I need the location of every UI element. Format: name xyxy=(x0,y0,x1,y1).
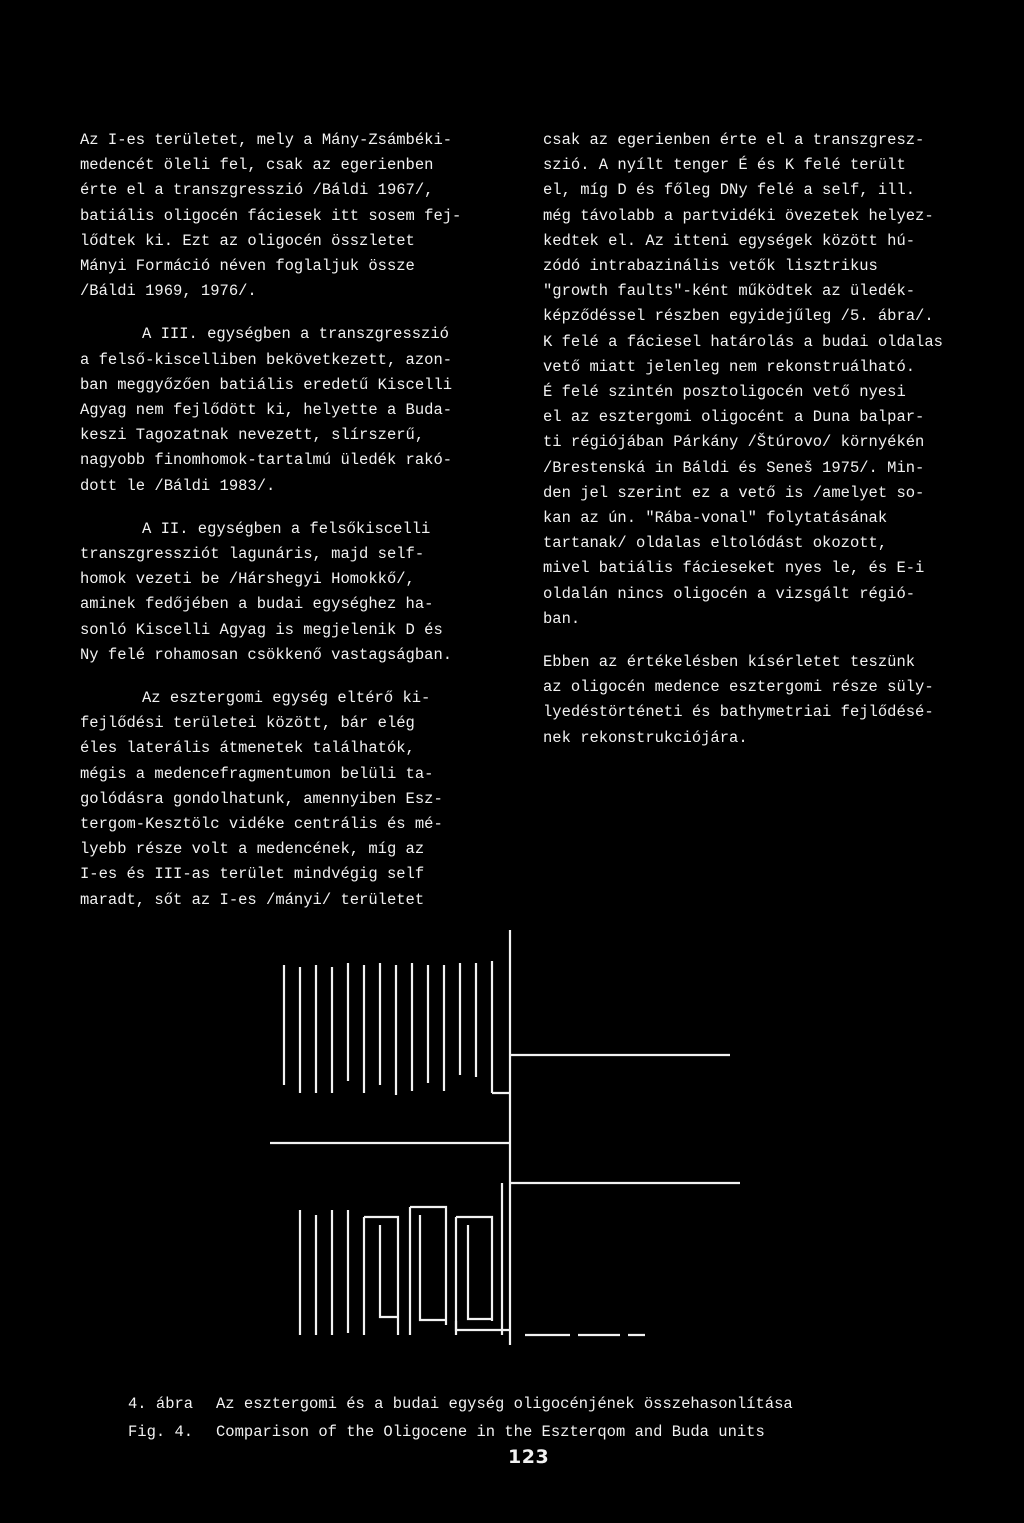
text-line: É felé szintén posztoligocén vető nyesi xyxy=(543,383,906,402)
text-line: dott le /Báldi 1983/. xyxy=(80,476,276,495)
text-line: Agyag nem fejlődött ki, helyette a Buda- xyxy=(80,401,453,420)
text-line: lődtek ki. Ezt az oligocén összletet xyxy=(80,231,415,250)
text-line: Ny felé rohamosan csökkenő vastagságban. xyxy=(80,645,453,664)
text-line: /Báldi 1969, 1976/. xyxy=(80,282,257,301)
text-line: golódásra gondolhatunk, amennyiben Esz- xyxy=(80,789,443,808)
text-line: érte el a transzgresszió /Báldi 1967/, xyxy=(80,181,434,200)
left-text-column xyxy=(80,128,500,931)
text-line: I-es és III-as terület mindvégig self xyxy=(80,865,425,884)
paragraph-3 xyxy=(80,517,500,668)
text-line: Az I-es területet, mely a Mány-Zsámbéki- xyxy=(80,131,453,149)
text-line: szió. A nyílt tenger É és K felé terült xyxy=(543,156,906,175)
text-line: ban meggyőzően batiális eredetű Kiscelli xyxy=(80,375,453,394)
text-line: Az esztergomi egység eltérő ki- xyxy=(142,689,431,708)
right-text-column xyxy=(543,128,983,769)
lower-bracket xyxy=(410,1207,446,1335)
text-line: /Brestenská in Báldi és Seneš 1975/. Min- xyxy=(543,458,925,477)
text-line: mégis a medencefragmentumon belüli ta- xyxy=(80,764,434,783)
text-line: nek rekonstrukciójára. xyxy=(543,728,748,747)
caption-text-en: Comparison of the Oligocene in the Eszterqom and Buda units xyxy=(216,1423,765,1441)
text-line: Mányi Formáció néven foglaljuk össze xyxy=(80,257,415,276)
paragraph-4 xyxy=(80,686,500,913)
text-line: fejlődési területei között, bár elég xyxy=(80,714,415,733)
text-line: zódó intrabazinális vetők lisztrikus xyxy=(543,257,878,276)
text-line: den jel szerint ez a vető is /amelyet so- xyxy=(543,483,925,502)
figure-caption xyxy=(128,1390,793,1446)
text-line: nagyobb finomhomok-tartalmú üledék rakó- xyxy=(80,451,453,470)
text-line: el az esztergomi oligocént a Duna balpar- xyxy=(543,408,925,427)
text-line: mivel batiális fácieseket nyes le, és E-i xyxy=(543,559,925,578)
text-line: lyebb része volt a medencének, míg az xyxy=(80,840,425,859)
text-line: homok vezeti be /Hárshegyi Homokkő/, xyxy=(80,570,415,589)
text-line: aminek fedőjében a budai egységhez ha- xyxy=(80,595,434,614)
caption-text-hu: Az esztergomi és a budai egység oligocénjének összehasonlítása xyxy=(216,1395,793,1413)
text-line: ban. xyxy=(543,609,581,628)
text-line: Ebben az értékelésben kísérletet teszünk xyxy=(543,653,916,672)
text-line: még távolabb a partvidéki övezetek helyez- xyxy=(543,206,934,225)
text-line: vető miatt jelenleg nem rekonstruálható. xyxy=(543,357,916,376)
paragraph-6 xyxy=(543,650,983,751)
text-line: kedtek el. Az itteni egységek között hú- xyxy=(543,231,916,250)
caption-english xyxy=(128,1418,793,1446)
text-line: az oligocén medence esztergomi része süly- xyxy=(543,678,934,697)
text-line: batiális oligocén fáciesek itt sosem fej- xyxy=(80,206,462,225)
text-line: medencét öleli fel, csak az egerienben xyxy=(80,156,434,175)
caption-hungarian xyxy=(128,1390,793,1418)
text-line: el, míg D és főleg DNy felé a self, ill. xyxy=(543,181,916,200)
caption-label-en: Fig. 4. xyxy=(128,1423,194,1441)
text-line: transzgressziót lagunáris, majd self- xyxy=(80,545,425,564)
text-line: K felé a fáciesel határolás a budai oldalas xyxy=(543,332,943,351)
lower-bracket xyxy=(364,1217,398,1335)
text-line: "growth faults"-ként működtek az üledék- xyxy=(543,282,916,301)
caption-label-hu: 4. ábra xyxy=(128,1395,194,1413)
text-line: ti régiójában Párkány /Štúrovo/ környékén xyxy=(543,433,925,452)
text-line: tergom-Kesztölc vidéke centrális és mé- xyxy=(80,815,443,834)
paragraph-2 xyxy=(80,322,500,498)
comparison-diagram xyxy=(270,925,750,1375)
text-line: keszi Tagozatnak nevezett, slírszerű, xyxy=(80,426,425,445)
page-number: 123 xyxy=(508,1446,550,1468)
text-line: lyedéstörténeti és bathymetriai fejlődésé- xyxy=(543,703,934,722)
text-line: oldalán nincs oligocén a vizsgált régió- xyxy=(543,584,916,603)
text-line: a felső-kiscelliben bekövetkezett, azon- xyxy=(80,350,453,369)
text-line: A III. egységben a transzgresszió xyxy=(142,325,449,344)
text-line: sonló Kiscelli Agyag is megjelenik D és xyxy=(80,620,443,639)
paragraph-5 xyxy=(543,128,983,632)
text-line: képződéssel részben egyidejűleg /5. ábra/. xyxy=(543,307,934,326)
text-line: csak az egerienben érte el a transzgresz- xyxy=(543,131,925,149)
figure-4-diagram xyxy=(270,925,750,1375)
lower-bracket xyxy=(456,1217,492,1335)
text-line: A II. egységben a felsőkiscelli xyxy=(142,519,431,538)
paragraph-1 xyxy=(80,128,500,304)
text-line: tartanak/ oldalas eltolódást okozott, xyxy=(543,534,888,553)
text-line: maradt, sőt az I-es /mányi/ területet xyxy=(80,890,425,909)
text-line: kan az ún. "Rába-vonal" folytatásának xyxy=(543,509,888,528)
text-line: éles laterális átmenetek találhatók, xyxy=(80,739,415,758)
